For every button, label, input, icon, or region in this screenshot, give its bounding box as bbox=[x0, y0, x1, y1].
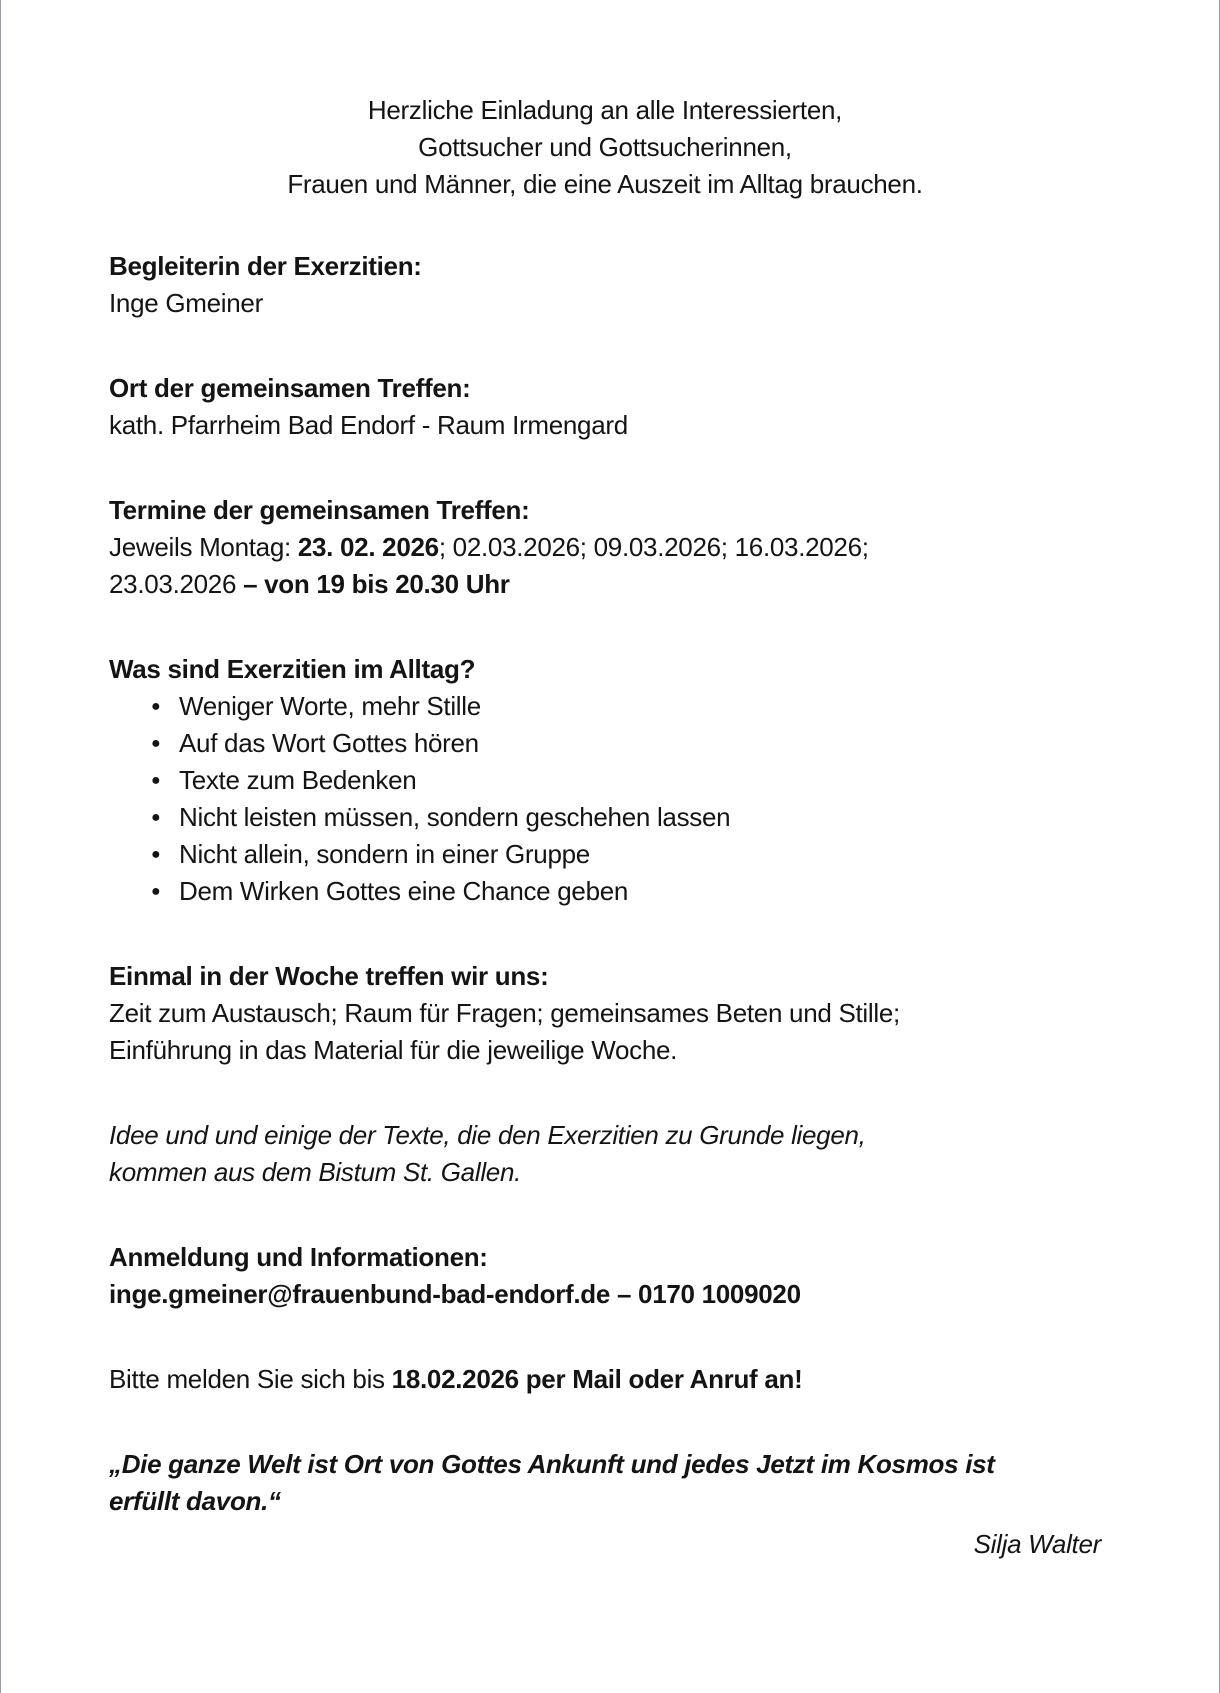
termine-first-date: 23. 02. 2026 bbox=[297, 532, 439, 562]
einmal-line-2: Einführung in das Material für die jeweilige Woche. bbox=[109, 1035, 678, 1065]
termine-more-dates: ; 02.03.2026; 09.03.2026; 16.03.2026; bbox=[438, 532, 869, 562]
bullet-item: ● Texte zum Bedenken bbox=[109, 762, 1101, 799]
header-line-2: Gottsucher und Gottsucherinnen, bbox=[418, 132, 792, 162]
quote-line-1: „Die ganze Welt ist Ort von Gottes Ankunft und jedes Jetzt im Kosmos ist bbox=[109, 1449, 995, 1479]
ort-location: kath. Pfarrheim Bad Endorf - Raum Irmengard bbox=[109, 410, 628, 440]
einmal-body bbox=[109, 995, 1101, 1069]
begleiterin-heading: Begleiterin der Exerzitien: bbox=[109, 251, 422, 281]
ort-heading: Ort der gemeinsamen Treffen: bbox=[109, 373, 471, 403]
einmal-heading: Einmal in der Woche treffen wir uns: bbox=[109, 961, 549, 991]
was-heading: Was sind Exerzitien im Alltag? bbox=[109, 654, 476, 684]
quote-text bbox=[109, 1446, 1101, 1520]
section-anmeldung bbox=[109, 1239, 1101, 1313]
einmal-line-1: Zeit zum Austausch; Raum für Fragen; gemeinsames Beten und Stille; bbox=[109, 998, 900, 1028]
bitte-intro: Bitte melden Sie sich bis bbox=[109, 1364, 392, 1394]
section-was-sind-exerzitien bbox=[109, 651, 1101, 910]
header-line-3: Frauen und Männer, die eine Auszeit im Alltag brauchen. bbox=[287, 169, 923, 199]
idee-body bbox=[109, 1117, 1101, 1191]
bitte-melden-line bbox=[109, 1361, 1101, 1398]
exerzitien-bullet-list bbox=[109, 688, 1101, 910]
quote-line-2: erfüllt davon.“ bbox=[109, 1486, 281, 1516]
section-idee bbox=[109, 1117, 1101, 1191]
invitation-header bbox=[109, 92, 1101, 203]
bitte-deadline: 18.02.2026 per Mail oder Anruf an! bbox=[391, 1364, 803, 1394]
section-bitte-melden bbox=[109, 1361, 1101, 1398]
section-einmal bbox=[109, 958, 1101, 1069]
termine-intro: Jeweils Montag: bbox=[109, 532, 298, 562]
bullet-item: ● Dem Wirken Gottes eine Chance geben bbox=[109, 873, 1101, 910]
bullet-item: ● Nicht allein, sondern in einer Gruppe bbox=[109, 836, 1101, 873]
termine-heading: Termine der gemeinsamen Treffen: bbox=[109, 495, 530, 525]
begleiterin-name: Inge Gmeiner bbox=[109, 288, 263, 318]
section-ort bbox=[109, 370, 1101, 444]
anmeldung-contact: inge.gmeiner@frauenbund-bad-endorf.de – 0170 1009020 bbox=[109, 1279, 801, 1309]
termine-dates bbox=[109, 529, 1101, 603]
bullet-item: ● Weniger Worte, mehr Stille bbox=[109, 688, 1101, 725]
bullet-item: ● Nicht leisten müssen, sondern geschehen lassen bbox=[109, 799, 1101, 836]
header-line-1: Herzliche Einladung an alle Interessierten, bbox=[367, 95, 843, 125]
termine-last-date: 23.03.2026 bbox=[109, 569, 244, 599]
termine-time: – von 19 bis 20.30 Uhr bbox=[243, 569, 510, 599]
quote-attribution: Silja Walter bbox=[973, 1529, 1101, 1559]
section-begleiterin bbox=[109, 248, 1101, 322]
section-termine bbox=[109, 492, 1101, 603]
anmeldung-heading: Anmeldung und Informationen: bbox=[109, 1242, 488, 1272]
idee-line-2: kommen aus dem Bistum St. Gallen. bbox=[109, 1157, 522, 1187]
idee-line-1: Idee und und einige der Texte, die den Exerzitien zu Grunde liegen, bbox=[109, 1120, 866, 1150]
section-quote bbox=[109, 1446, 1101, 1563]
bullet-item: ● Auf das Wort Gottes hören bbox=[109, 725, 1101, 762]
